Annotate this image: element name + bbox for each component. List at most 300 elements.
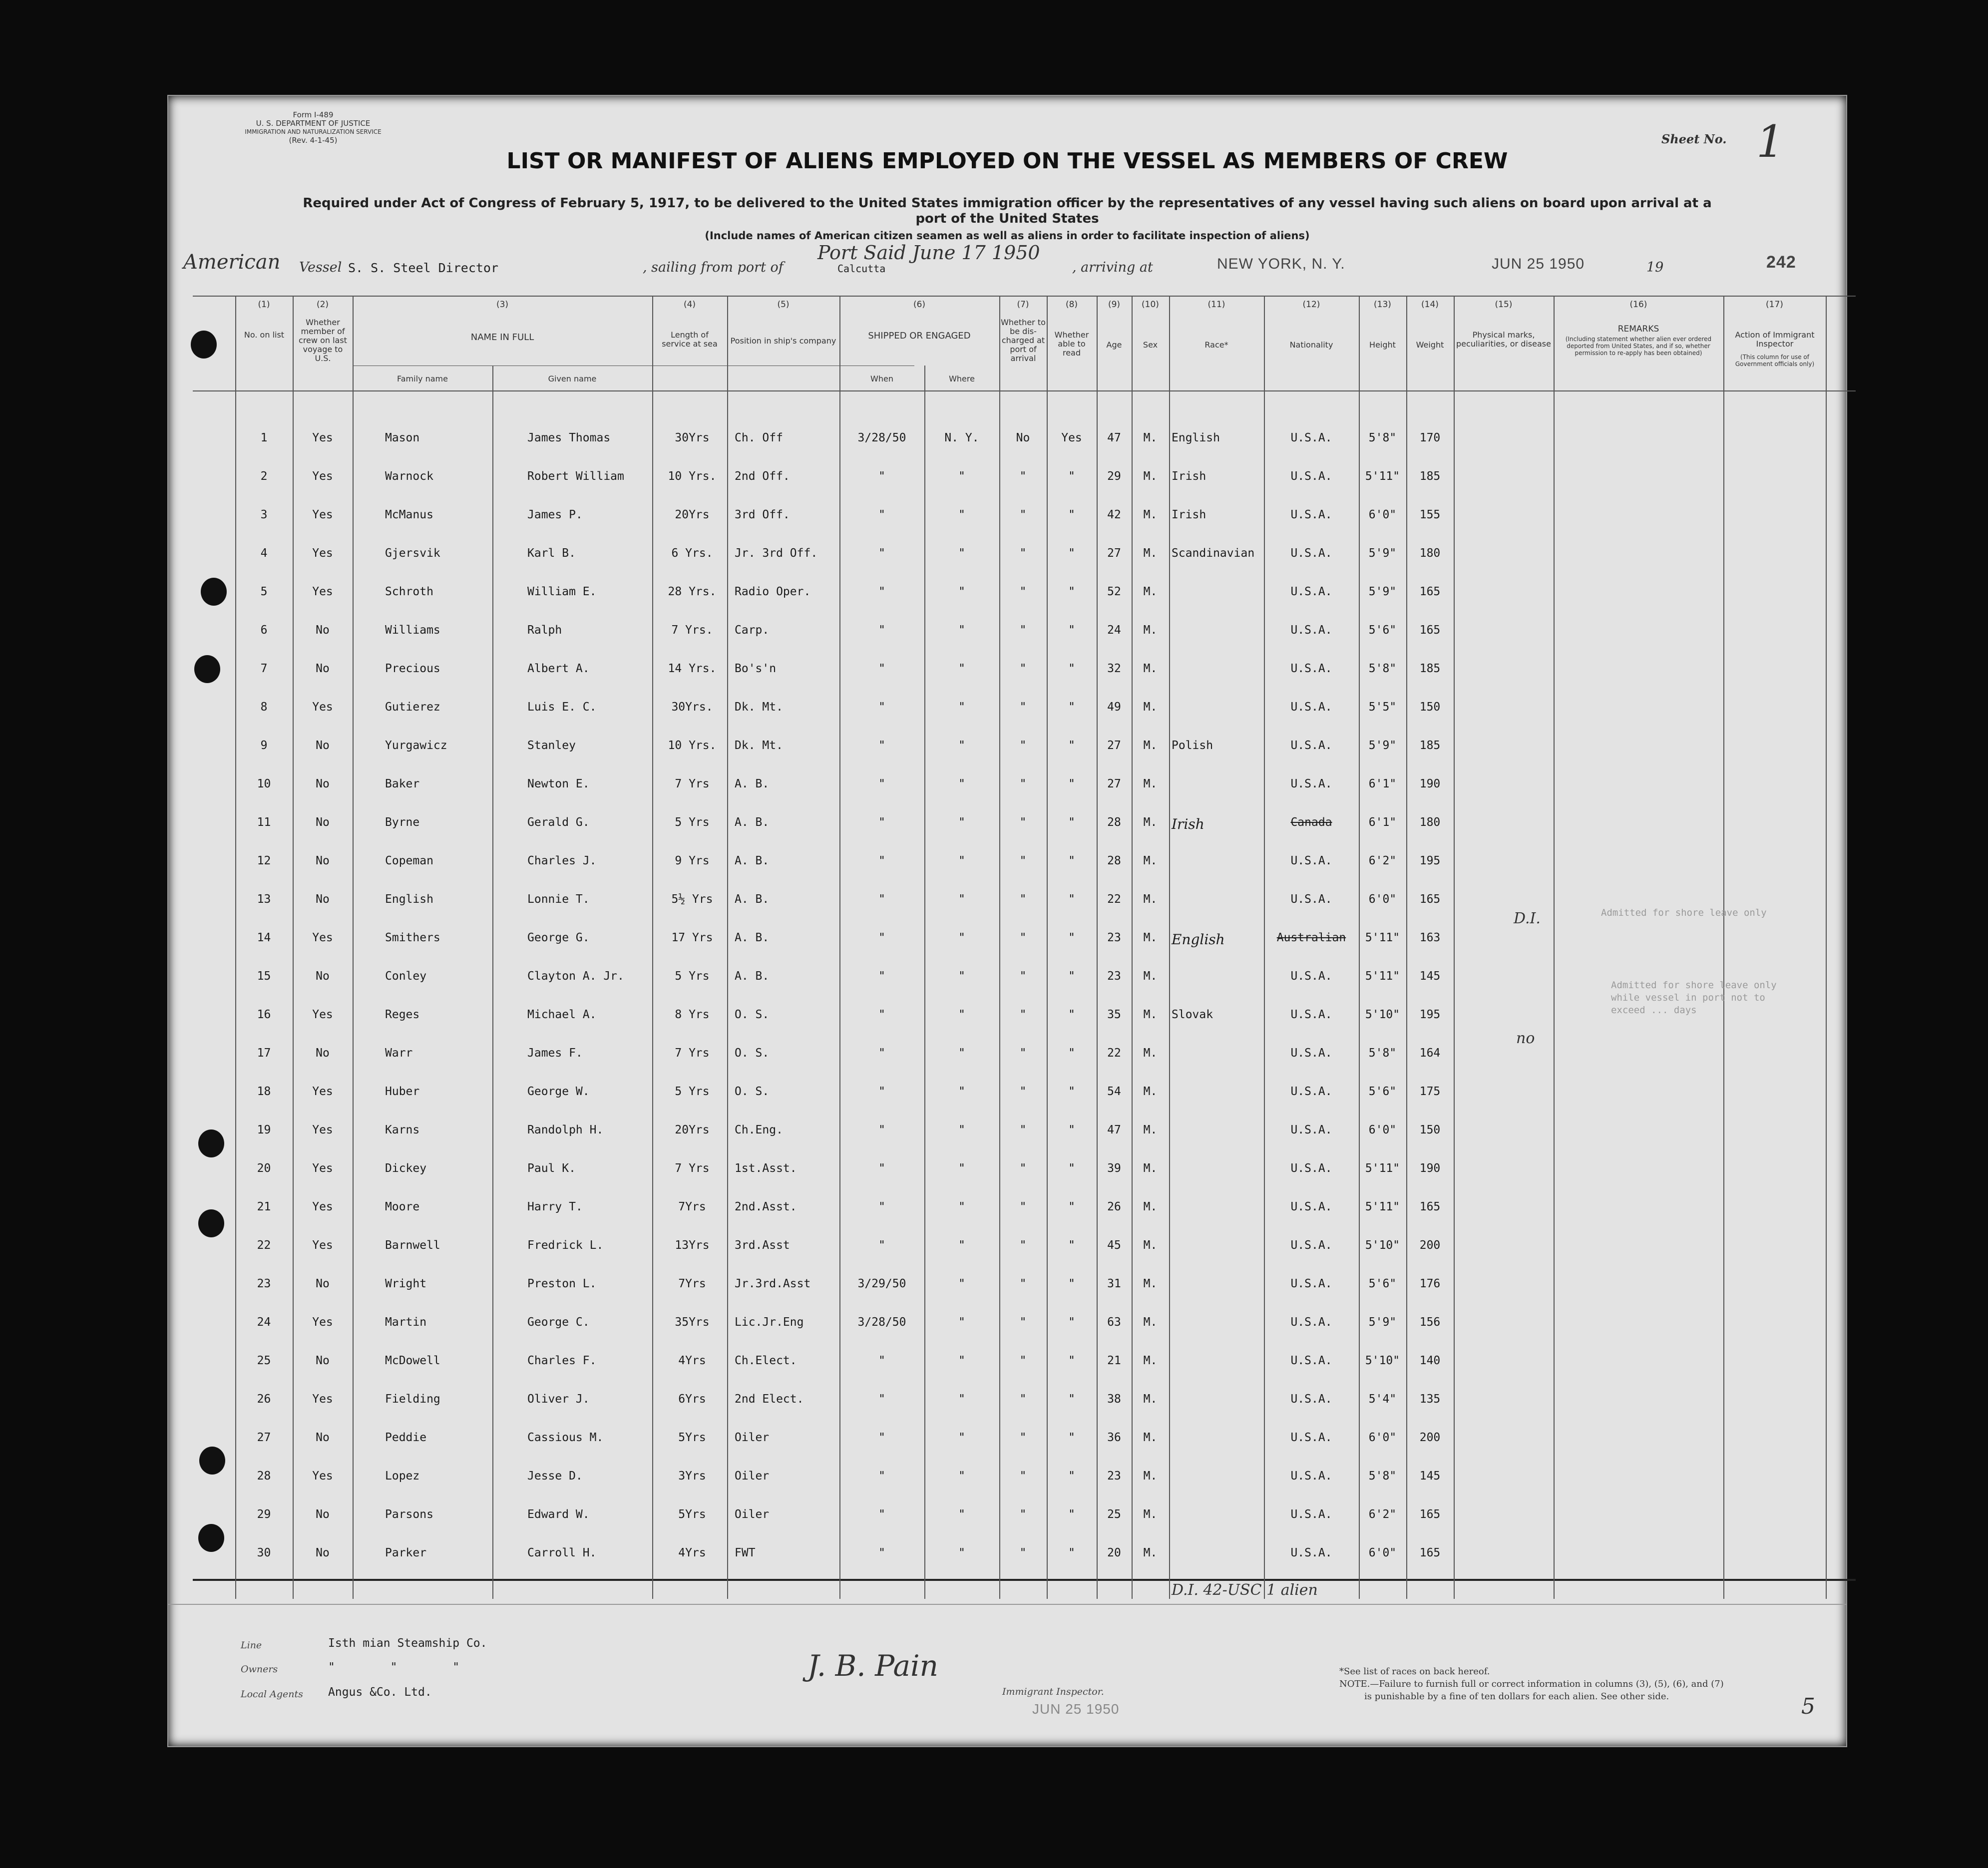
cell-sex: M. [1143, 431, 1158, 444]
cell-where: " [958, 701, 965, 714]
cell-height: 5'9" [1368, 1316, 1397, 1329]
cell-sex: M. [1143, 585, 1158, 598]
cell-discharged: No [1016, 431, 1030, 444]
cell-family: Dickey [385, 1162, 427, 1175]
cell-prev: No [316, 854, 330, 867]
cell-family: Baker [385, 777, 420, 790]
cell-sex: M. [1143, 1546, 1158, 1559]
cell-nationality: U.S.A. [1290, 1546, 1332, 1559]
cell-sex: M. [1143, 1393, 1158, 1406]
cell-nationality: U.S.A. [1290, 585, 1332, 598]
cell-position: O. S. [735, 1047, 770, 1060]
cell-prev: No [316, 1354, 330, 1367]
cell-no: 5 [260, 585, 268, 598]
cell-height: 6'1" [1368, 777, 1397, 790]
cell-read: " [1068, 470, 1075, 483]
cell-service: 13Yrs [675, 1239, 710, 1252]
cell-discharged: " [1019, 1316, 1027, 1329]
owners-label: Owners [241, 1664, 278, 1675]
cell-race: Irish [1172, 508, 1206, 521]
cell-no: 29 [257, 1508, 271, 1521]
cell-height: 6'0" [1368, 1431, 1397, 1444]
cell-given: William E. [527, 585, 597, 598]
col-head-remarks: REMARKS [1617, 324, 1659, 334]
inspector-signature: J. B. Pain [807, 1649, 939, 1683]
cell-nationality: Canada [1290, 816, 1332, 829]
table-row [193, 931, 1456, 951]
cell-height: 5'8" [1368, 1047, 1397, 1060]
remark-shore-leave-13a: Admitted for shore leave only [1611, 980, 1777, 991]
cell-sex: M. [1143, 547, 1158, 560]
service: IMMIGRATION AND NATURALIZATION SERVICE [245, 128, 382, 135]
cell-age: 23 [1107, 1470, 1121, 1483]
cell-service: 5 Yrs [675, 816, 710, 829]
cell-weight: 165 [1419, 1508, 1441, 1521]
footer-divider [168, 1604, 1846, 1605]
cell-where: " [958, 1085, 965, 1098]
cell-age: 36 [1107, 1431, 1121, 1444]
cell-age: 42 [1107, 508, 1121, 521]
cell-sex: M. [1143, 1431, 1158, 1444]
table-row [193, 624, 1456, 644]
cell-read: " [1068, 1316, 1075, 1329]
cell-discharged: " [1019, 1200, 1027, 1213]
cell-nationality: U.S.A. [1290, 1470, 1332, 1483]
cell-discharged: " [1019, 1085, 1027, 1098]
col-num-3: (3) [496, 300, 509, 310]
cell-sex: M. [1143, 1162, 1158, 1175]
cell-prev: Yes [312, 1008, 333, 1021]
cell-discharged: " [1019, 970, 1027, 983]
col-num-16: (16) [1629, 300, 1647, 310]
cell-age: 63 [1107, 1316, 1121, 1329]
cell-weight: 200 [1419, 1431, 1441, 1444]
cell-nationality: U.S.A. [1290, 1047, 1332, 1060]
cell-when: " [878, 1508, 885, 1521]
cell-race: Irish [1172, 470, 1206, 483]
cell-service: 9 Yrs [675, 854, 710, 867]
crew-manifest-table [193, 296, 1856, 1604]
cell-position: O. S. [735, 1008, 770, 1021]
cell-family: Williams [385, 624, 440, 637]
cell-read: " [1068, 508, 1075, 521]
table-row [193, 854, 1456, 874]
cell-service: 6Yrs [678, 1393, 706, 1406]
cell-weight: 190 [1419, 1162, 1441, 1175]
cell-read: " [1068, 931, 1075, 944]
cell-when: " [878, 1393, 885, 1406]
cell-family: Barnwell [385, 1239, 440, 1252]
cell-prev: Yes [312, 1239, 333, 1252]
table-row [193, 585, 1456, 605]
cell-age: 32 [1107, 662, 1121, 675]
cell-nationality: U.S.A. [1290, 1008, 1332, 1021]
cell-service: 5 Yrs [675, 970, 710, 983]
cell-read: " [1068, 1008, 1075, 1021]
cell-family: Lopez [385, 1470, 420, 1483]
cell-read: " [1068, 816, 1075, 829]
cell-age: 21 [1107, 1354, 1121, 1367]
cell-read: " [1068, 1470, 1075, 1483]
table-bottom-border [193, 1579, 1856, 1581]
cell-prev: No [316, 624, 330, 637]
cell-read: " [1068, 1123, 1075, 1136]
form-number: Form I-489 [293, 110, 334, 119]
col-head-position: Position in ship's company [730, 336, 836, 346]
cell-sex: M. [1143, 1508, 1158, 1521]
cell-nationality: U.S.A. [1290, 1431, 1332, 1444]
cell-read: " [1068, 547, 1075, 560]
cell-weight: 140 [1419, 1354, 1441, 1367]
remark-no: no [1516, 1030, 1535, 1047]
cell-service: 7Yrs [678, 1277, 706, 1290]
cell-weight: 165 [1419, 585, 1441, 598]
cell-discharged: " [1019, 547, 1027, 560]
table-row [193, 970, 1456, 990]
cell-height: 5'10" [1365, 1008, 1400, 1021]
cell-when: " [878, 1431, 885, 1444]
cell-given: Paul K. [527, 1162, 576, 1175]
cell-height: 5'6" [1368, 1085, 1397, 1098]
cell-no: 21 [257, 1200, 271, 1213]
cell-nationality: U.S.A. [1290, 624, 1332, 637]
table-row [193, 1047, 1456, 1067]
cell-no: 18 [257, 1085, 271, 1098]
cell-race: Scandinavian [1172, 547, 1255, 560]
cell-when: " [878, 1200, 885, 1213]
table-row [193, 1239, 1456, 1259]
cell-nationality: U.S.A. [1290, 1354, 1332, 1367]
cell-position: O. S. [735, 1085, 770, 1098]
cell-where: " [958, 1546, 965, 1559]
cell-service: 35Yrs [675, 1316, 710, 1329]
cell-age: 26 [1107, 1200, 1121, 1213]
cell-discharged: " [1019, 1239, 1027, 1252]
cell-family: Martin [385, 1316, 427, 1329]
table-row [193, 662, 1456, 682]
cell-position: A. B. [735, 854, 770, 867]
cell-where: " [958, 1277, 965, 1290]
cell-service: 3Yrs [678, 1470, 706, 1483]
cell-sex: M. [1143, 1085, 1158, 1098]
col-head-nationality: Nationality [1289, 340, 1333, 350]
table-row [193, 816, 1456, 836]
cell-no: 14 [257, 931, 271, 944]
cell-nationality: U.S.A. [1290, 662, 1332, 675]
cell-service: 5½ Yrs [671, 893, 713, 906]
table-row [193, 508, 1456, 528]
cell-no: 15 [257, 970, 271, 983]
cell-prev: No [316, 662, 330, 675]
cell-nationality: U.S.A. [1290, 854, 1332, 867]
cell-given: George G. [527, 931, 590, 944]
cell-no: 2 [260, 470, 268, 483]
cell-no: 20 [257, 1162, 271, 1175]
cell-given: Charles F. [527, 1354, 597, 1367]
cell-service: 4Yrs [678, 1546, 706, 1559]
cell-given: Carroll H. [527, 1546, 597, 1559]
cell-no: 27 [257, 1431, 271, 1444]
cell-family: Parker [385, 1546, 427, 1559]
cell-nationality: U.S.A. [1290, 1316, 1332, 1329]
sheet-number: 1 [1756, 116, 1784, 167]
cell-family: Copeman [385, 854, 433, 867]
cell-given: George C. [527, 1316, 590, 1329]
cell-sex: M. [1143, 777, 1158, 790]
inspector-date-stamp: JUN 25 1950 [1032, 1701, 1120, 1717]
cell-when: " [878, 931, 885, 944]
cell-age: 27 [1107, 547, 1121, 560]
cell-height: 6'0" [1368, 893, 1397, 906]
col-head-sex: Sex [1143, 340, 1158, 350]
cell-discharged: " [1019, 739, 1027, 752]
cell-family: Byrne [385, 816, 420, 829]
cell-family: Yurgawicz [385, 739, 447, 752]
cell-position: A. B. [735, 893, 770, 906]
cell-position: Oiler [735, 1508, 770, 1521]
cell-race: English [1172, 931, 1225, 948]
cell-sex: M. [1143, 508, 1158, 521]
cell-race: English [1172, 431, 1220, 444]
cell-height: 5'9" [1368, 585, 1397, 598]
subtitle-line2: port of the United States [915, 211, 1099, 226]
cell-nationality: U.S.A. [1290, 547, 1332, 560]
cell-when: " [878, 816, 885, 829]
page-number: 242 [1766, 253, 1796, 272]
col-num-17: (17) [1766, 300, 1783, 310]
cell-age: 47 [1107, 431, 1121, 444]
cell-position: A. B. [735, 931, 770, 944]
cell-age: 23 [1107, 970, 1121, 983]
cell-sex: M. [1143, 701, 1158, 714]
cell-discharged: " [1019, 1277, 1027, 1290]
cell-prev: No [316, 1277, 330, 1290]
cell-when: " [878, 1123, 885, 1136]
cell-given: Preston L. [527, 1277, 597, 1290]
cell-given: Lonnie T. [527, 893, 590, 906]
cell-age: 28 [1107, 854, 1121, 867]
cell-no: 13 [257, 893, 271, 906]
cell-race: Polish [1172, 739, 1213, 752]
cell-read: " [1068, 624, 1075, 637]
cell-sex: M. [1143, 1008, 1158, 1021]
cell-height: 5'8" [1368, 431, 1397, 444]
cell-age: 27 [1107, 739, 1121, 752]
cell-position: A. B. [735, 816, 770, 829]
cell-sex: M. [1143, 1470, 1158, 1483]
sheet-label: Sheet No. [1661, 132, 1727, 146]
table-row [193, 470, 1456, 490]
cell-age: 23 [1107, 931, 1121, 944]
cell-where: " [958, 585, 965, 598]
cell-nationality: U.S.A. [1290, 1508, 1332, 1521]
cell-when: " [878, 1008, 885, 1021]
cell-read: " [1068, 701, 1075, 714]
col-num-6: (6) [913, 300, 926, 310]
cell-where: " [958, 1508, 965, 1521]
cell-service: 4Yrs [678, 1354, 706, 1367]
cell-prev: No [316, 739, 330, 752]
cell-position: 2nd Elect. [735, 1393, 804, 1406]
cell-where: " [958, 1162, 965, 1175]
cell-position: 3rd Off. [735, 508, 790, 521]
cell-service: 5Yrs [678, 1508, 706, 1521]
cell-when: " [878, 662, 885, 675]
table-row [193, 1508, 1456, 1528]
cell-given: Robert William [527, 470, 624, 483]
cell-nationality: U.S.A. [1290, 1162, 1332, 1175]
cell-position: Jr. 3rd Off. [735, 547, 818, 560]
cell-position: Ch.Elect. [735, 1354, 797, 1367]
col-head-shipped: SHIPPED OR ENGAGED [868, 331, 971, 341]
cell-position: A. B. [735, 777, 770, 790]
cell-height: 6'0" [1368, 1546, 1397, 1559]
cell-weight: 185 [1419, 470, 1441, 483]
col-head-prev-voyage: Whether member of crew on last voyage to U.S. [299, 318, 347, 363]
cell-weight: 175 [1419, 1085, 1441, 1098]
cell-discharged: " [1019, 1470, 1027, 1483]
col-num-12: (12) [1302, 300, 1320, 310]
cell-height: 5'5" [1368, 701, 1397, 714]
cell-when: " [878, 1354, 885, 1367]
cell-service: 8 Yrs [675, 1008, 710, 1021]
cell-weight: 180 [1419, 816, 1441, 829]
cell-age: 20 [1107, 1546, 1121, 1559]
corner-mark: 5 [1801, 1694, 1815, 1719]
col-divider [1723, 296, 1724, 1599]
cell-position: A. B. [735, 970, 770, 983]
cell-where: " [958, 739, 965, 752]
cell-given: James F. [527, 1047, 583, 1060]
col-head-action: Action of Immigrant Inspector [1735, 330, 1815, 349]
table-row [193, 1546, 1456, 1566]
cell-where: " [958, 1200, 965, 1213]
cell-no: 19 [257, 1123, 271, 1136]
cell-when: " [878, 970, 885, 983]
header-bottom-border [193, 390, 1856, 391]
cell-service: 17 Yrs [671, 931, 713, 944]
cell-prev: Yes [312, 1393, 333, 1406]
cell-when: " [878, 1085, 885, 1098]
department: U. S. DEPARTMENT OF JUSTICE [256, 119, 371, 128]
cell-position: Radio Oper. [735, 585, 811, 598]
cell-read: " [1068, 662, 1075, 675]
year-label: 19 [1646, 260, 1664, 275]
cell-no: 1 [260, 431, 268, 444]
col-head-read: Whether able to read [1054, 330, 1089, 358]
col-head-action-note: (This column for use of Government officials only) [1735, 354, 1815, 368]
cell-height: 5'11" [1365, 970, 1400, 983]
cell-age: 22 [1107, 1047, 1121, 1060]
cell-nationality: U.S.A. [1290, 470, 1332, 483]
cell-prev: No [316, 970, 330, 983]
cell-prev: Yes [312, 470, 333, 483]
cell-height: 6'0" [1368, 1123, 1397, 1136]
cell-position: FWT [735, 1546, 756, 1559]
cell-nationality: U.S.A. [1290, 739, 1332, 752]
remark-shore-leave-13c: exceed ... days [1611, 1005, 1697, 1016]
col-num-15: (15) [1495, 300, 1513, 310]
cell-sex: M. [1143, 1239, 1158, 1252]
cell-no: 23 [257, 1277, 271, 1290]
cell-weight: 163 [1419, 931, 1441, 944]
cell-no: 7 [260, 662, 268, 675]
cell-height: 5'11" [1365, 931, 1400, 944]
cell-read: " [1068, 893, 1075, 906]
cell-sex: M. [1143, 816, 1158, 829]
cell-read: " [1068, 1162, 1075, 1175]
cell-family: Wright [385, 1277, 427, 1290]
footer [168, 1604, 1846, 1744]
cell-age: 39 [1107, 1162, 1121, 1175]
cell-discharged: " [1019, 1546, 1027, 1559]
cell-position: Jr.3rd.Asst [735, 1277, 811, 1290]
cell-sex: M. [1143, 970, 1158, 983]
cell-given: Charles J. [527, 854, 597, 867]
cell-where: " [958, 893, 965, 906]
table-row [193, 777, 1456, 797]
cell-height: 6'2" [1368, 854, 1397, 867]
col-head-height: Height [1369, 340, 1396, 350]
cell-nationality: U.S.A. [1290, 893, 1332, 906]
cell-age: 28 [1107, 816, 1121, 829]
cell-position: 3rd.Asst [735, 1239, 790, 1252]
vessel-line [168, 242, 1846, 286]
cell-weight: 145 [1419, 1470, 1441, 1483]
cell-sex: M. [1143, 893, 1158, 906]
summary-handwritten: D.I. 42-USC 1 alien [1172, 1581, 1318, 1599]
col-num-13: (13) [1374, 300, 1391, 310]
cell-weight: 185 [1419, 662, 1441, 675]
cell-discharged: " [1019, 893, 1027, 906]
cell-where: " [958, 1316, 965, 1329]
cell-given: Cassious M. [527, 1431, 604, 1444]
col-num-8: (8) [1065, 300, 1078, 310]
cell-read: " [1068, 1047, 1075, 1060]
cell-no: 10 [257, 777, 271, 790]
cell-height: 5'11" [1365, 470, 1400, 483]
cell-weight: 165 [1419, 624, 1441, 637]
table-row [193, 1277, 1456, 1297]
cell-position: Oiler [735, 1431, 770, 1444]
cell-prev: Yes [312, 1316, 333, 1329]
cell-when: 3/28/50 [857, 431, 906, 444]
cell-prev: Yes [312, 547, 333, 560]
cell-discharged: " [1019, 1508, 1027, 1521]
cell-given: Fredrick L. [527, 1239, 604, 1252]
table-row [193, 1200, 1456, 1220]
fine-note-line2: is punishable by a fine of ten dollars for each alien. See other side. [1364, 1691, 1669, 1702]
cell-age: 27 [1107, 777, 1121, 790]
cell-read: " [1068, 1431, 1075, 1444]
cell-no: 6 [260, 624, 268, 637]
cell-sex: M. [1143, 1123, 1158, 1136]
cell-service: 5 Yrs [675, 1085, 710, 1098]
cell-read: " [1068, 1277, 1075, 1290]
cell-where: " [958, 624, 965, 637]
cell-nationality: U.S.A. [1290, 1239, 1332, 1252]
cell-where: N. Y. [944, 431, 979, 444]
cell-prev: No [316, 1508, 330, 1521]
cell-read: " [1068, 854, 1075, 867]
table-row [193, 1470, 1456, 1490]
col-head-no: No. on list [244, 330, 285, 340]
cell-height: 6'2" [1368, 1508, 1397, 1521]
handwritten-prefix: American [183, 251, 281, 274]
cell-no: 11 [257, 816, 271, 829]
cell-height: 5'9" [1368, 547, 1397, 560]
sailing-label: , sailing from port of [643, 260, 784, 275]
